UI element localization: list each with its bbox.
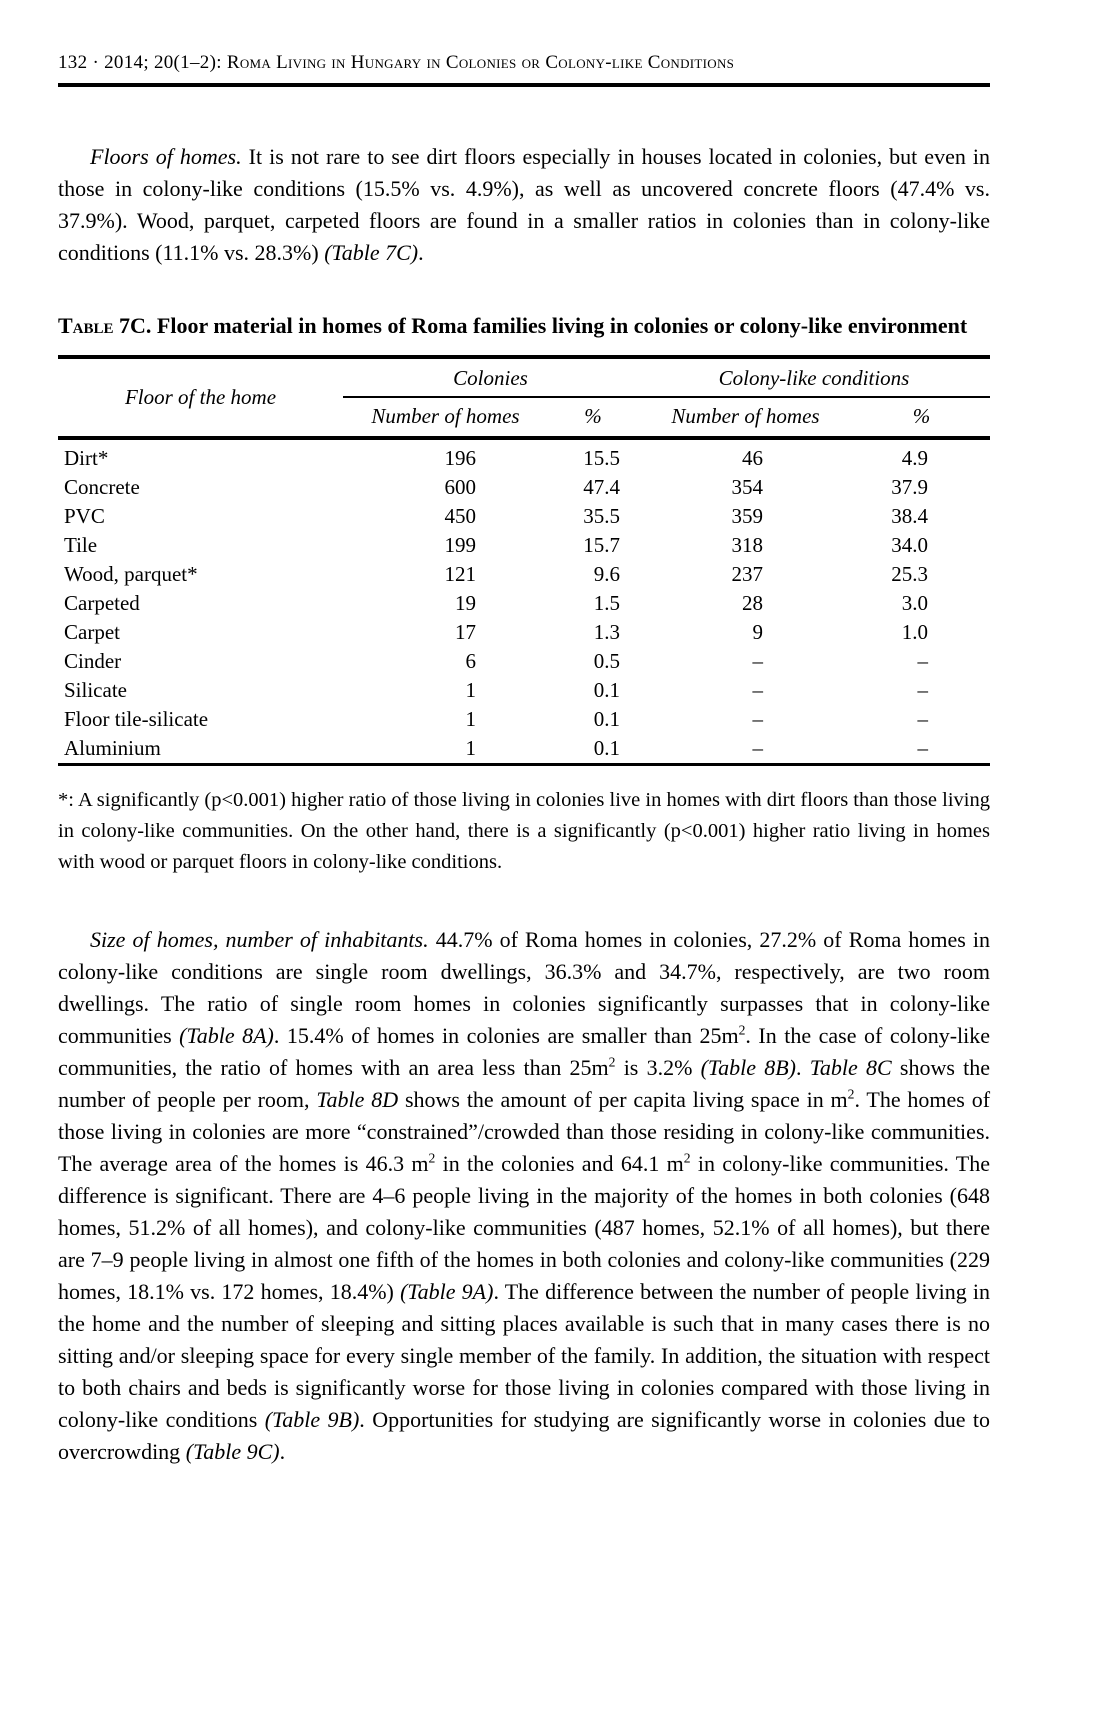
colony-like-percent-cell: 34.0 — [891, 533, 928, 557]
colonies-number-cell: 121 — [444, 562, 476, 586]
floor-label-cell: Floor tile-silicate — [64, 707, 209, 731]
table-row — [58, 734, 990, 765]
colony-like-percent-cell: 1.0 — [901, 620, 928, 644]
stub-header-floor-of-home: Floor of the home — [58, 357, 343, 438]
table-row — [58, 705, 990, 734]
table-row — [58, 618, 990, 647]
group-header-colonies: Colonies — [343, 357, 638, 397]
floor-label-cell: Silicate — [64, 678, 127, 702]
colonies-percent-cell: 15.5 — [583, 446, 620, 470]
colony-like-percent-cell: 37.9 — [891, 475, 928, 499]
colonies-number-cell: 1 — [465, 707, 476, 731]
table-row — [58, 676, 990, 705]
table-footnote: *: A significantly (p<0.001) higher ratio of those living in colonies live in homes with dirt floors than those living in colony-like communities. On the other hand, there is a significantly (p<0.001) higher ratio living in homes with wood or parquet floors in colony-like conditions. — [58, 789, 990, 873]
floor-label-cell: Tile — [64, 533, 98, 557]
table-row — [58, 438, 990, 473]
subheader-colonies-percent: % — [548, 397, 638, 438]
colonies-number-cell: 1 — [465, 736, 476, 760]
colonies-percent-cell: 0.1 — [593, 678, 620, 702]
table-row — [58, 531, 990, 560]
colonies-percent-cell: 47.4 — [583, 475, 620, 499]
floor-label-cell: Wood, parquet* — [64, 562, 198, 586]
colony-like-number-cell: – — [752, 678, 763, 702]
colony-like-number-cell: – — [752, 736, 763, 760]
colony-like-percent-cell: 4.9 — [901, 446, 928, 470]
colony-like-percent-cell: 38.4 — [891, 504, 928, 528]
colony-like-number-cell: – — [752, 649, 763, 673]
colonies-number-cell: 199 — [444, 533, 476, 557]
colonies-number-cell: 19 — [455, 591, 476, 615]
colonies-number-cell: 450 — [444, 504, 476, 528]
colonies-number-cell: 1 — [465, 678, 476, 702]
table-row — [58, 589, 990, 618]
table-caption: Table 7C. Floor material in homes of Roma families living in colonies or colony-like environment — [58, 313, 968, 338]
colony-like-number-cell: 46 — [742, 446, 763, 470]
colonies-number-cell: 196 — [444, 446, 476, 470]
floor-label-cell: Aluminium — [64, 736, 161, 760]
floor-label-cell: Dirt* — [64, 446, 109, 470]
table-row — [58, 473, 990, 502]
subheader-colonies-number: Number of homes — [343, 397, 548, 438]
colony-like-percent-cell: – — [917, 736, 928, 760]
paragraph-floors-of-homes: Floors of homes. It is not rare to see dirt floors especially in houses located in colonies, but even in those in colony-like conditions (15.5% vs. 4.9%), as well as uncovered concrete floors (47.4% vs. 37.9%). Wood, parquet, carpeted floors are found in a smaller ratios in colonies than in colony-like conditions (11.1% vs. 28.3%) (Table 7C). — [58, 144, 990, 265]
header-article-title: Roma Living in Hungary in Colonies or Colony-like Conditions — [226, 52, 735, 73]
colony-like-percent-cell: – — [917, 678, 928, 702]
group-header-colony-like: Colony-like conditions — [638, 357, 990, 397]
floor-label-cell: Cinder — [64, 649, 122, 673]
paragraph-size-of-homes: Size of homes, number of inhabitants. 44.7% of Roma homes in colonies, 27.2% of Roma homes in colony-like conditions are single room dwellings, 36.3% and 34.7%, respectively, are two room dwellings. The ratio of single room homes in colonies significantly surpasses that in colony-like communities (Table 8A). 15.4% of homes in colonies are smaller than $25m^2$. In the case of colony-like communities, the ratio of homes with an area less than $25m^2$ is 3.2% (Table 8B). Table 8C shows the number of people per room, Table 8D shows the amount of per capita living space in $m^2$. The homes of those living in colonies are more “constrained”/crowded than those residing in colony-like communities. The average area of the homes is 46.3 $m^2$ in the colonies and 64.1 $m^2$ in colony-like communities. The difference is significant. There are 4–6 people living in the majority of the homes in both colonies (648 homes, 51.2% of all homes), and colony-like communities (487 homes, 52.1% of all homes), but there are 7–9 people living in almost one fifth of the homes in both colonies and colony-like communities (229 homes, 18.1% vs. 172 homes, 18.4%) (Table 9A). The difference between the number of people living in the home and the number of sleeping and sitting places available is such that in many cases there is no sitting and/or sleeping space for every single member of the family. In addition, the situation with respect to both chairs and beds is significantly worse for those living in colonies compared with those living in colony-like conditions (Table 9B). Opportunities for studying are significantly worse in colonies due to overcrowding (Table 9C). — [58, 927, 991, 1464]
table-row — [58, 647, 990, 676]
floor-label-cell: Concrete — [64, 475, 140, 499]
floor-label-cell: PVC — [64, 504, 105, 528]
colony-like-number-cell: 237 — [731, 562, 763, 586]
colony-like-number-cell: 359 — [731, 504, 763, 528]
colonies-number-cell: 600 — [444, 475, 476, 499]
floor-label-cell: Carpet — [64, 620, 120, 644]
colony-like-number-cell: 318 — [731, 533, 763, 557]
colony-like-number-cell: 354 — [731, 475, 763, 499]
colonies-percent-cell: 9.6 — [593, 562, 620, 586]
colony-like-percent-cell: 25.3 — [891, 562, 928, 586]
subheader-colony-like-percent: % — [853, 397, 990, 438]
colonies-percent-cell: 0.1 — [593, 736, 620, 760]
table-row — [58, 560, 990, 589]
colony-like-percent-cell: – — [917, 707, 928, 731]
colonies-percent-cell: 0.5 — [593, 649, 620, 673]
colonies-percent-cell: 0.1 — [593, 707, 620, 731]
colonies-number-cell: 6 — [465, 649, 476, 673]
colonies-number-cell: 17 — [455, 620, 476, 644]
subheader-colony-like-number: Number of homes — [638, 397, 853, 438]
running-header — [58, 52, 990, 87]
colonies-percent-cell: 15.7 — [583, 533, 620, 557]
colonies-percent-cell: 1.5 — [593, 591, 620, 615]
colony-like-number-cell: 28 — [742, 591, 763, 615]
colony-like-number-cell: – — [752, 707, 763, 731]
table-body — [58, 438, 990, 765]
colonies-percent-cell: 35.5 — [583, 504, 620, 528]
colony-like-number-cell: 9 — [752, 620, 763, 644]
header-page-citation: 132 · 2014; 20(1–2): — [58, 52, 227, 73]
colony-like-percent-cell: 3.0 — [901, 591, 928, 615]
table-header — [58, 357, 990, 438]
floor-label-cell: Carpeted — [64, 591, 140, 615]
colony-like-percent-cell: – — [917, 649, 928, 673]
table-row — [58, 502, 990, 531]
floor-material-table — [58, 355, 990, 766]
colonies-percent-cell: 1.3 — [593, 620, 620, 644]
